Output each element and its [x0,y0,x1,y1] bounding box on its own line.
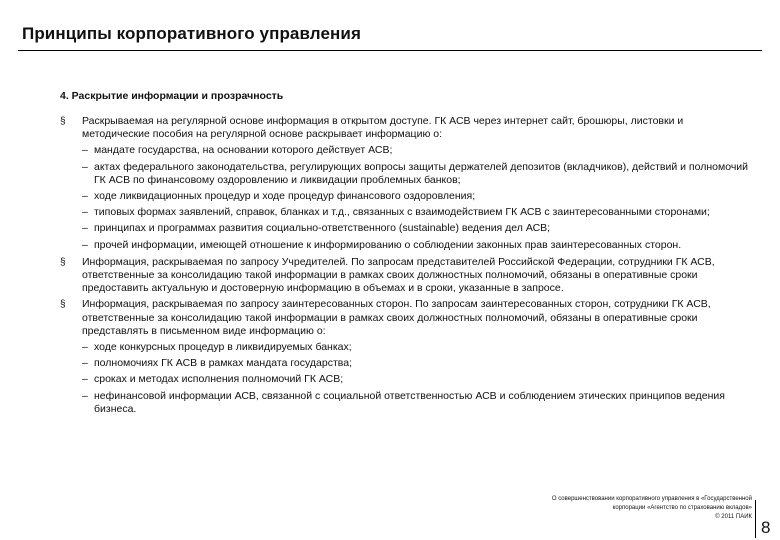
footer-line-1: О совершенствовании корпоративного управления в «Государственной [551,496,752,502]
sub-item [60,373,750,386]
dash-marker: – [82,357,88,370]
bullet-text: Информация, раскрываемая по запросу Учредителей. По запросам представителей Российской Федерации, сотрудники ГК АСВ, ответственные за консолидацию такой информации в рамках своих должностных полномочий, обязаны в оперативные сроки предоставить актуальную и достоверную информацию в объемах и в сроки, указанные в запросе. [82,255,715,295]
bullet-item [60,115,750,141]
bullet-list [60,115,750,416]
bullet-text: Раскрываемая на регулярной основе информация в открытом доступе. ГК АСВ через интернет сайт, брошюры, листовки и методические пособия на регулярной основе раскрывает информацию о: [82,115,684,141]
bullet-marker: § [60,299,66,311]
sub-item [60,161,750,187]
sub-item-text: мандате государства, на основании которого действует АСВ; [94,144,393,157]
bullet-text: Информация, раскрываемая по запросу заинтересованных сторон. По запросам заинтересованных сторон, сотрудники ГК АСВ, ответственные за консолидацию такой информации в рамках своих должностных полномочий, обязаны в оперативные сроки представлять в письменном виде информацию о: [82,298,711,337]
sub-item-text: полномочиях ГК АСВ в рамках мандата государства; [94,357,353,370]
sub-list [60,341,750,416]
dash-marker: – [82,190,88,203]
sub-item [60,239,750,252]
sub-item-text: нефинансовой информации АСВ, связанной с социальной ответственностью АСВ и соблюдением этических принципов ведения бизнеса. [94,389,725,415]
footer-caption [542,495,752,522]
sub-list [60,144,750,251]
sub-item-text: актах федерального законодательства, регулирующих вопросы защиты держателей депозитов (вкладчиков), действий и полномочий ГК АСВ по финансовому оздоровлению и ликвидации проблемных банков; [94,160,749,186]
bullet-item [60,256,750,296]
sub-item-text: прочей информации, имеющей отношение к информированию о соблюдении законных прав заинтересованных сторон. [94,238,682,251]
sub-item-text: ходе ликвидационных процедур и ходе процедур финансового оздоровления; [94,190,476,203]
sub-item [60,144,750,157]
dash-marker: – [82,238,88,251]
section-title: 4. Раскрытие информации и прозрачность [60,90,284,102]
bullet-marker: § [60,116,66,127]
sub-item-text: сроках и методах исполнения полномочий ГК АСВ; [94,373,344,386]
dash-marker: – [82,373,88,386]
sub-item-text: принципах и программах развития социально-ответственного (sustainable) ведения дел АСВ; [94,222,551,235]
title-divider [18,50,762,51]
bullet-item [60,298,750,338]
footer-divider [755,500,756,538]
sub-item-text: ходе конкурсных процедур в ликвидируемых банках; [94,341,352,354]
footer-line-3: © 2011 ПАИК [715,514,752,520]
sub-item-text: типовых формах заявлений, справок, бланках и т.д., связанных с взаимодействием ГК АСВ с заинтересованными сторонами; [94,206,710,219]
page-title: Принципы корпоративного управления [22,24,361,43]
dash-marker: – [82,160,88,173]
dash-marker: – [82,222,88,235]
footer-line-2: корпорации «Агентство по страхованию вкладов» [612,505,752,511]
dash-marker: – [82,144,88,157]
sub-item [60,341,750,354]
sub-item [60,222,750,235]
sub-item [60,357,750,370]
dash-marker: – [82,389,88,402]
page-number: 8 [761,518,771,537]
sub-item [60,190,750,203]
slide-content [60,90,750,420]
dash-marker: – [82,341,88,354]
sub-item [60,390,750,416]
bullet-marker: § [60,256,66,268]
dash-marker: – [82,206,88,219]
sub-item [60,206,750,219]
